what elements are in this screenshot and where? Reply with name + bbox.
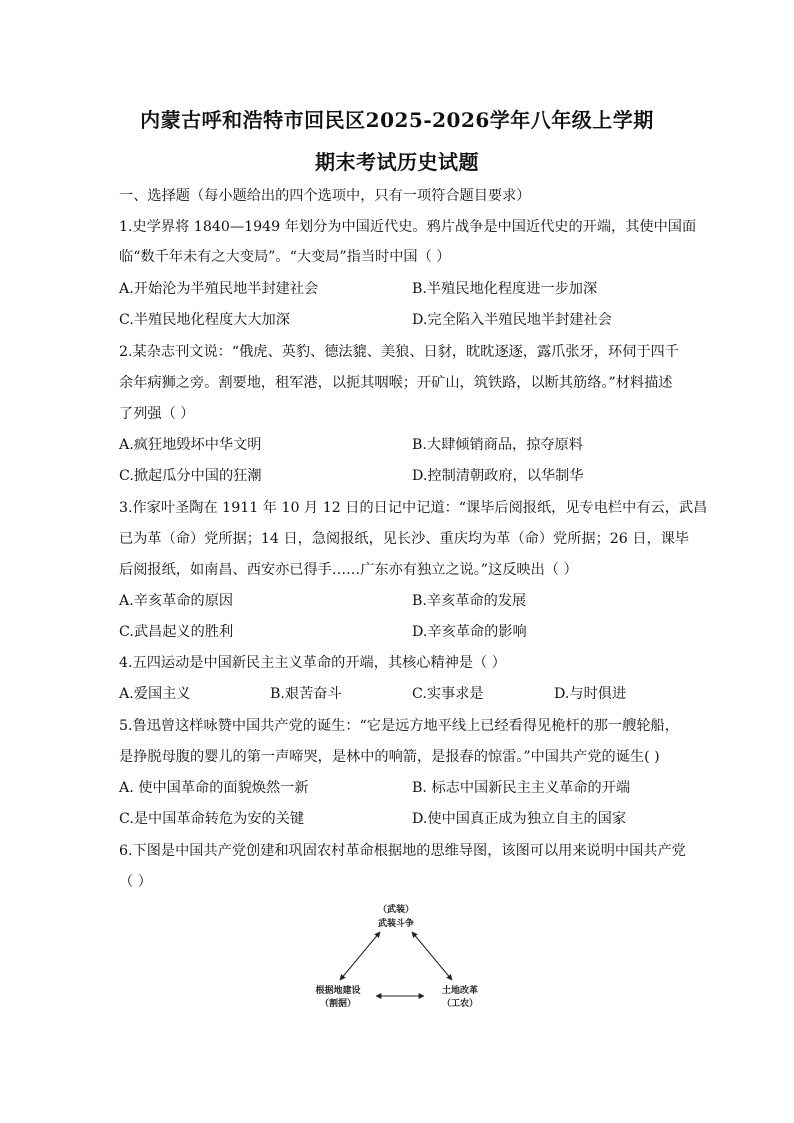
question-1-line-1: 1.史学界将 1840—1949 年划分为中国近代史。鸦片战争是中国近代史的开端，其使中国面 — [119, 219, 697, 235]
diagram-top-label-1: （武装） — [377, 905, 415, 915]
exam-title-line-1: 内蒙古呼和浩特市回民区2025-2026学年八年级上学期 — [140, 108, 654, 132]
question-5-line-1: 5.鲁迅曾这样咏赞中国共产党的诞生：“它是远方地平线上已经看得见桅杆的那一艘轮船， — [119, 718, 679, 734]
question-3-option-d: D.辛亥革命的影响 — [412, 624, 527, 640]
question-3-option-a: A.辛亥革命的原因 — [119, 593, 234, 609]
question-2-line-1: 2.某杂志刊文说：“俄虎、英豹、德法貔、美狼、日豺，眈眈逐逐，露爪张牙，环伺于四千 — [119, 344, 679, 360]
question-4-option-c: C.实事求是 — [412, 686, 484, 702]
diagram-top-label-2: 武装斗争 — [377, 919, 415, 929]
diagram-right-label-2: （工农） — [441, 999, 479, 1009]
question-2-line-3: 了列强（ ） — [119, 406, 195, 422]
question-2-line-2: 余年病狮之旁。割要地，租军港，以扼其咽喉；开矿山，筑铁路，以断其筋络。”材料描述 — [119, 375, 673, 391]
question-1-option-b: B.半殖民地化程度进一步加深 — [412, 281, 598, 297]
question-1-line-2: 临“数千年未有之大变局”。“大变局”指当时中国（ ） — [119, 249, 451, 265]
question-2-option-c: C.掀起瓜分中国的狂潮 — [119, 468, 262, 484]
question-5-line-2: 是挣脱母腹的婴儿的第一声啼哭，是林中的响箭，是报春的惊雷。”中国共产党的诞生( ) — [119, 749, 660, 765]
question-3-option-b: B.辛亥革命的发展 — [412, 593, 527, 609]
question-5-option-d: D.使中国真正成为独立自主的国家 — [412, 811, 627, 827]
question-1-option-a: A.开始沦为半殖民地半封建社会 — [119, 281, 319, 297]
question-4-option-d: D.与时俱进 — [554, 686, 627, 702]
exam-title-line-2: 期末考试历史试题 — [315, 150, 479, 174]
diagram-right-label-1: 土地改革 — [441, 986, 479, 996]
diagram-left-label-2: （割据） — [319, 999, 357, 1009]
diagram-left-label-1: 根据地建设 — [315, 986, 361, 996]
mind-map-diagram — [300, 900, 500, 1015]
diagram-arrow-right — [412, 932, 452, 980]
question-2-option-b: B.大肆倾销商品，掠夺原料 — [412, 437, 583, 453]
question-4-line-1: 4.五四运动是中国新民主主义革命的开端，其核心精神是（ ） — [119, 655, 506, 671]
question-3-line-2: 已为革（命）党所据；14 日，急阅报纸，见长沙、重庆均为革（命）党所据；26 日，课毕 — [119, 531, 690, 547]
question-5-option-b: B. 标志中国新民主主义革命的开端 — [412, 780, 631, 796]
diagram-arrow-left — [340, 932, 380, 980]
question-1-option-d: D.完全陷入半殖民地半封建社会 — [412, 312, 612, 328]
question-2-option-a: A.疯狂地毁坏中华文明 — [119, 437, 262, 453]
question-4-option-b: B.艰苦奋斗 — [270, 686, 342, 702]
question-2-option-d: D.控制清朝政府，以华制华 — [412, 468, 584, 484]
section-heading: 一、选择题（每小题给出的四个选项中，只有一项符合题目要求） — [119, 188, 531, 204]
question-6-line-2: （ ） — [119, 874, 152, 890]
question-5-option-a: A. 使中国革命的面貌焕然一新 — [119, 780, 309, 796]
question-3-option-c: C.武昌起义的胜利 — [119, 624, 234, 640]
question-5-option-c: C.是中国革命转危为安的关键 — [119, 811, 305, 827]
question-6-line-1: 6.下图是中国共产党创建和巩固农村革命根据地的思维导图，该图可以用来说明中国共产党 — [119, 843, 686, 859]
question-4-option-a: A.爱国主义 — [119, 686, 191, 702]
question-3-line-1: 3.作家叶圣陶在 1911 年 10 月 12 日的日记中记道：“课毕后阅报纸，见专电栏中有云，武昌 — [119, 500, 708, 516]
question-3-line-3: 后阅报纸，如南昌、西安亦已得手……广东亦有独立之说。”这反映出（ ） — [119, 562, 578, 578]
question-1-option-c: C.半殖民地化程度大大加深 — [119, 312, 290, 328]
